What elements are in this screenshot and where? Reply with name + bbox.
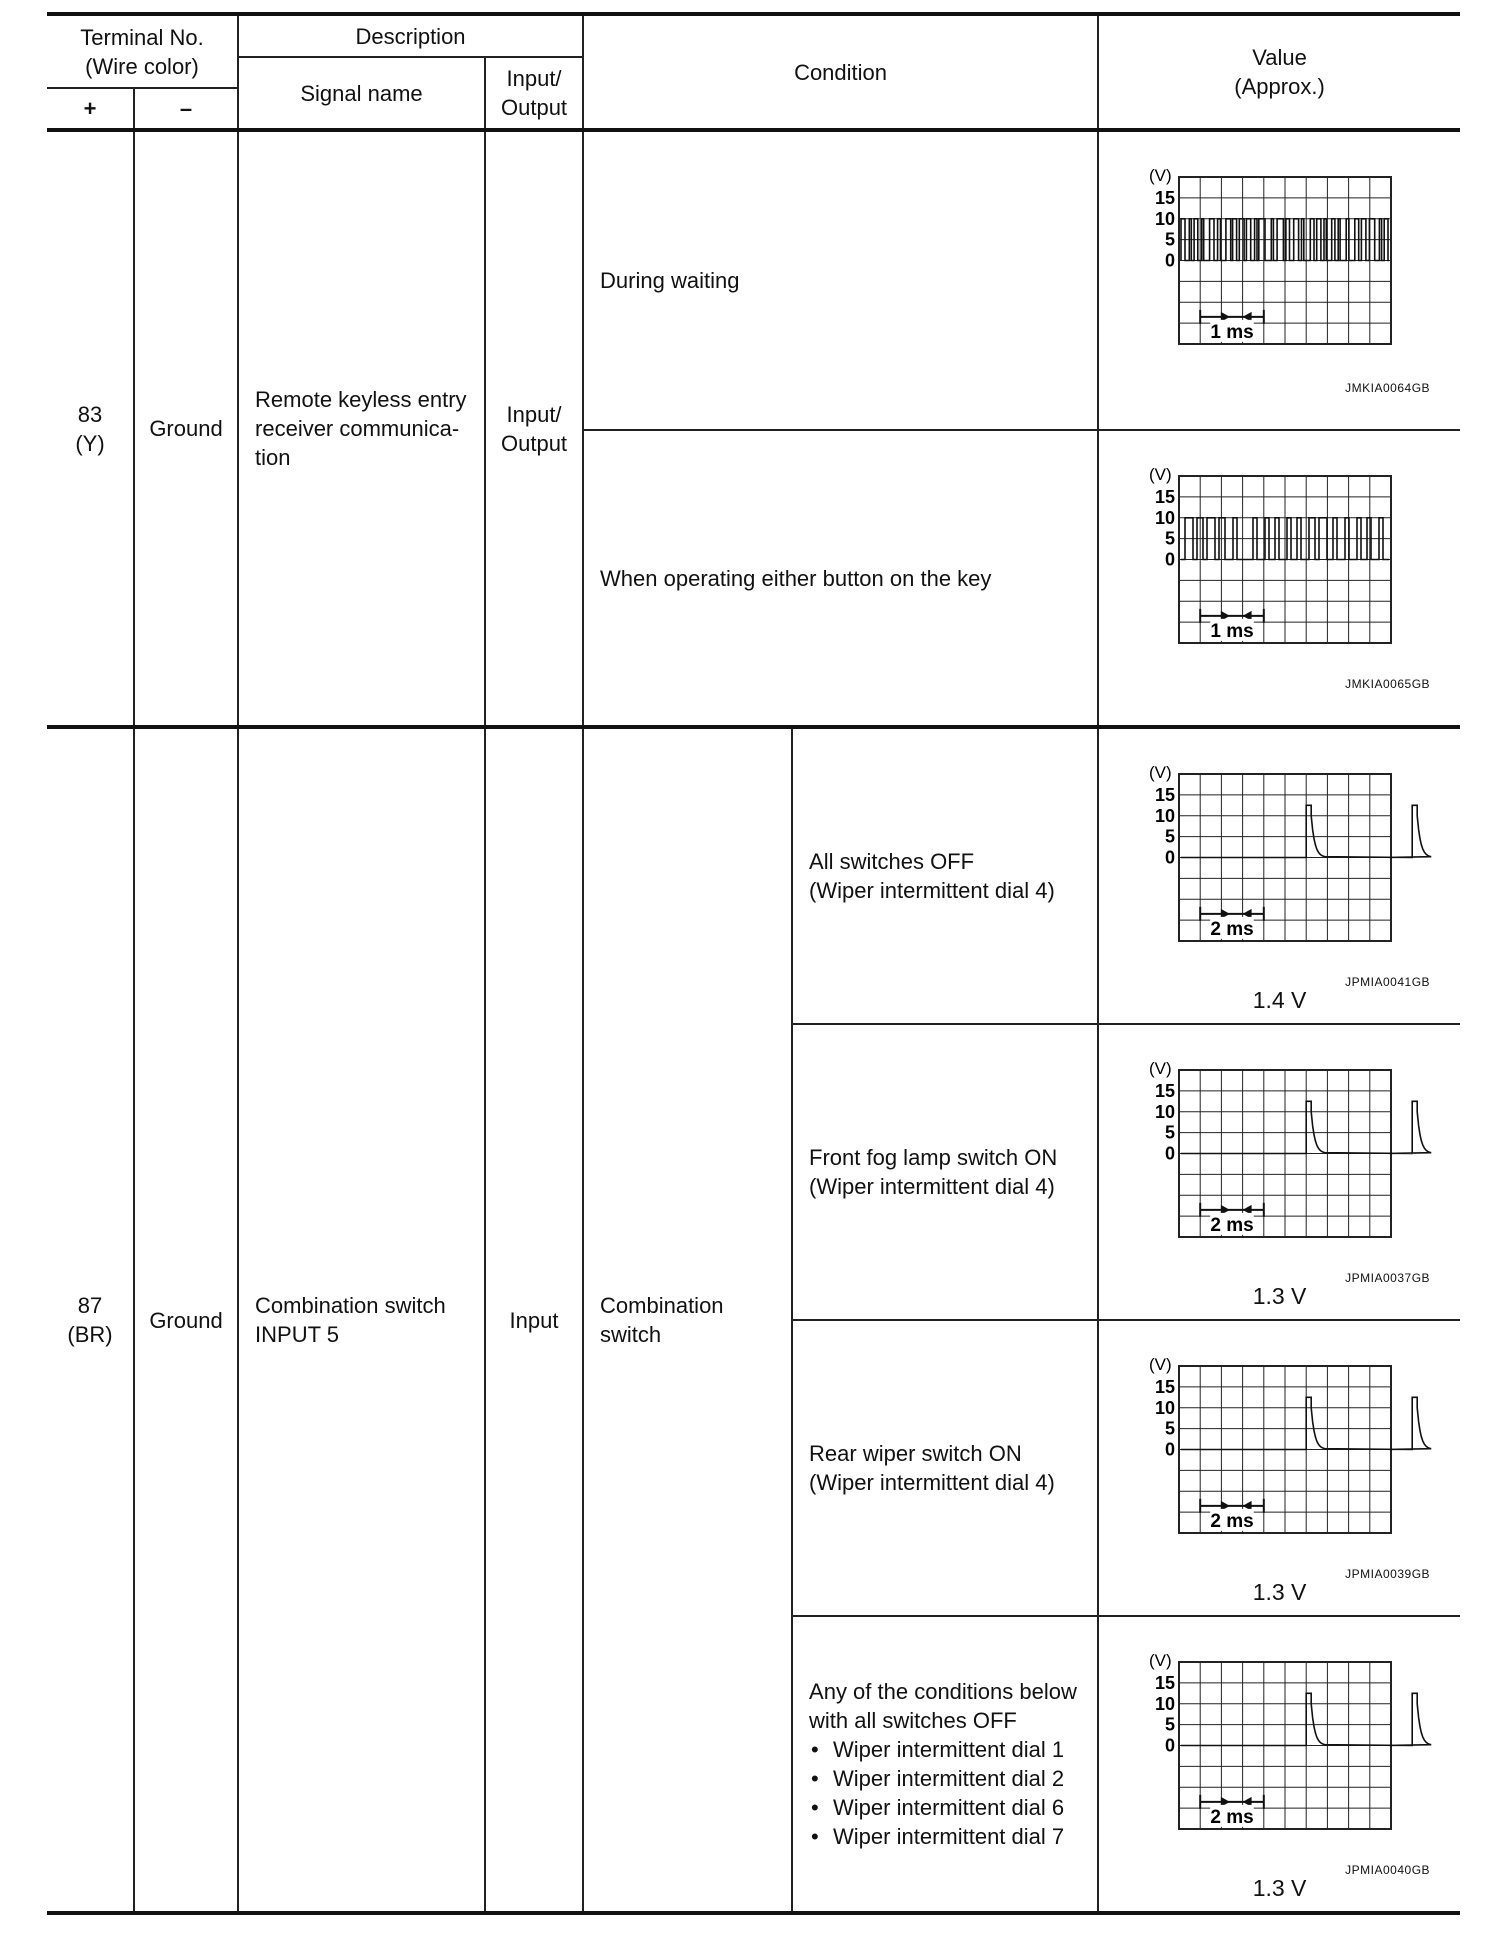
condition-group-line: switch <box>600 1322 662 1347</box>
y-tick-label: 15 <box>1155 187 1176 208</box>
io-line: Output <box>501 430 568 456</box>
oscilloscope-graph <box>1099 1025 1461 1285</box>
y-tick-label: 5 <box>1165 1714 1176 1735</box>
figure-id: JPMIA0037GB <box>1345 1271 1431 1285</box>
list-item: • Wiper intermittent dial 2 <box>809 1764 1091 1793</box>
value-cell <box>1098 1616 1460 1913</box>
y-tick-label: 10 <box>1155 1397 1176 1418</box>
y-tick-label: 10 <box>1155 1101 1176 1122</box>
table-row <box>47 130 1460 430</box>
table-row <box>47 727 1460 1024</box>
oscilloscope-graph <box>1099 132 1461 392</box>
y-tick-label: 10 <box>1155 805 1176 826</box>
y-tick-label: 15 <box>1155 486 1176 507</box>
condition-line: Rear wiper switch ON <box>809 1441 1022 1466</box>
figure-id: JMKIA0065GB <box>1345 677 1431 691</box>
condition-text <box>792 1320 1098 1616</box>
terminal-87 <box>47 727 134 1913</box>
y-tick-label: 10 <box>1155 507 1176 528</box>
signal-name-line: Combination switch <box>255 1293 446 1318</box>
signal-name-83 <box>238 130 485 727</box>
y-tick-label: 15 <box>1155 1080 1176 1101</box>
y-tick-label: 15 <box>1155 1672 1176 1693</box>
io-87: Input <box>485 727 583 1913</box>
y-unit-label: (V) <box>1149 1059 1172 1078</box>
ground-cell: Ground <box>134 727 238 1913</box>
y-unit-label: (V) <box>1149 1651 1172 1670</box>
y-unit-label: (V) <box>1149 763 1172 782</box>
header-input-output <box>485 57 583 130</box>
oscilloscope-graph <box>1099 729 1461 989</box>
header-value-line2: (Approx.) <box>1234 74 1325 99</box>
condition-text: During waiting <box>583 130 1098 430</box>
header-description: Description <box>238 14 583 57</box>
wire-color: (Y) <box>75 430 105 456</box>
time-scale-label: 1 ms <box>1210 620 1254 642</box>
y-tick-label: 0 <box>1165 1439 1176 1460</box>
terminal-number: 83 <box>77 401 103 427</box>
terminal-83 <box>47 130 134 727</box>
y-tick-label: 5 <box>1165 1122 1176 1143</box>
ground-cell: Ground <box>134 130 238 727</box>
list-item: • Wiper intermittent dial 1 <box>809 1735 1091 1764</box>
terminal-table <box>47 12 1460 1915</box>
y-tick-label: 5 <box>1165 826 1176 847</box>
io-83 <box>485 130 583 727</box>
y-tick-label: 5 <box>1165 229 1176 250</box>
value-cell <box>1098 130 1460 430</box>
header-value <box>1098 14 1460 130</box>
header-signal-name: Signal name <box>238 57 485 130</box>
y-tick-label: 0 <box>1165 847 1176 868</box>
header-minus: – <box>134 88 238 130</box>
value-cell <box>1098 1320 1460 1616</box>
y-unit-label: (V) <box>1149 166 1172 185</box>
y-tick-label: 10 <box>1155 1693 1176 1714</box>
header-terminal-no-line1: Terminal No. <box>80 24 204 50</box>
condition-text <box>792 1024 1098 1320</box>
signal-trace <box>1181 1693 1431 1745</box>
signal-trace <box>1181 1101 1431 1153</box>
y-tick-label: 0 <box>1165 1143 1176 1164</box>
value-cell <box>1098 430 1460 727</box>
value-cell <box>1098 1024 1460 1320</box>
header-condition: Condition <box>583 14 1098 130</box>
io-line: Input/ <box>506 401 562 427</box>
time-scale-label: 2 ms <box>1210 918 1254 940</box>
y-tick-label: 15 <box>1155 1376 1176 1397</box>
condition-text <box>792 1616 1098 1913</box>
condition-line: (Wiper intermittent dial 4) <box>809 878 1055 903</box>
condition-line: with all switches OFF <box>809 1708 1017 1733</box>
signal-trace <box>1181 805 1431 857</box>
terminal-number: 87 <box>77 1293 103 1318</box>
time-scale-label: 2 ms <box>1210 1214 1254 1236</box>
signal-name-line: receiver communica- <box>255 416 460 441</box>
signal-name-line: tion <box>255 445 291 470</box>
oscilloscope-graph <box>1099 1321 1461 1581</box>
wire-color: (BR) <box>67 1322 113 1347</box>
y-unit-label: (V) <box>1149 1355 1172 1374</box>
condition-text <box>792 727 1098 1024</box>
header-terminal-no-line2: (Wire color) <box>85 53 199 79</box>
header-plus: + <box>47 88 134 130</box>
signal-name-line: Remote keyless entry <box>255 387 467 412</box>
signal-trace <box>1181 1397 1431 1449</box>
value-text: 1.3 V <box>1252 1579 1307 1605</box>
header-value-line1: Value <box>1252 45 1307 70</box>
header-io-line2: Output <box>501 95 568 120</box>
signal-name-line: INPUT 5 <box>255 1322 339 1347</box>
figure-id: JMKIA0064GB <box>1345 381 1431 395</box>
figure-id: JPMIA0040GB <box>1345 1863 1431 1877</box>
y-tick-label: 0 <box>1165 549 1176 570</box>
value-text: 1.3 V <box>1252 1283 1307 1309</box>
list-item: • Wiper intermittent dial 6 <box>809 1793 1091 1822</box>
condition-line: Front fog lamp switch ON <box>809 1145 1058 1170</box>
y-tick-label: 0 <box>1165 250 1176 271</box>
time-scale-label: 2 ms <box>1210 1806 1254 1828</box>
figure-id: JPMIA0041GB <box>1345 975 1431 989</box>
y-unit-label: (V) <box>1149 465 1172 484</box>
y-tick-label: 0 <box>1165 1735 1176 1756</box>
figure-id: JPMIA0039GB <box>1345 1567 1431 1581</box>
condition-group-line: Combination <box>600 1293 724 1318</box>
y-tick-label: 15 <box>1155 784 1176 805</box>
condition-bullet-list <box>809 1735 1091 1851</box>
value-cell <box>1098 727 1460 1024</box>
y-tick-label: 5 <box>1165 1418 1176 1439</box>
condition-text: When operating either button on the key <box>583 430 1098 727</box>
y-tick-label: 5 <box>1165 528 1176 549</box>
header-io-line1: Input/ <box>506 66 562 91</box>
condition-group <box>583 727 792 1913</box>
oscilloscope-graph <box>1099 431 1461 691</box>
condition-line: (Wiper intermittent dial 4) <box>809 1470 1055 1495</box>
condition-line: All switches OFF <box>809 849 975 874</box>
y-tick-label: 10 <box>1155 208 1176 229</box>
signal-name-87 <box>238 727 485 1913</box>
oscilloscope-graph <box>1099 1617 1461 1877</box>
value-text: 1.3 V <box>1252 1875 1307 1901</box>
list-item: • Wiper intermittent dial 7 <box>809 1822 1091 1851</box>
condition-line: (Wiper intermittent dial 4) <box>809 1174 1055 1199</box>
time-scale-label: 2 ms <box>1210 1510 1254 1532</box>
value-text: 1.4 V <box>1252 987 1307 1013</box>
terminal-table-page <box>47 12 1460 1915</box>
header-terminal-no <box>47 14 238 88</box>
condition-line: Any of the conditions below <box>809 1679 1077 1704</box>
time-scale-label: 1 ms <box>1210 321 1254 343</box>
